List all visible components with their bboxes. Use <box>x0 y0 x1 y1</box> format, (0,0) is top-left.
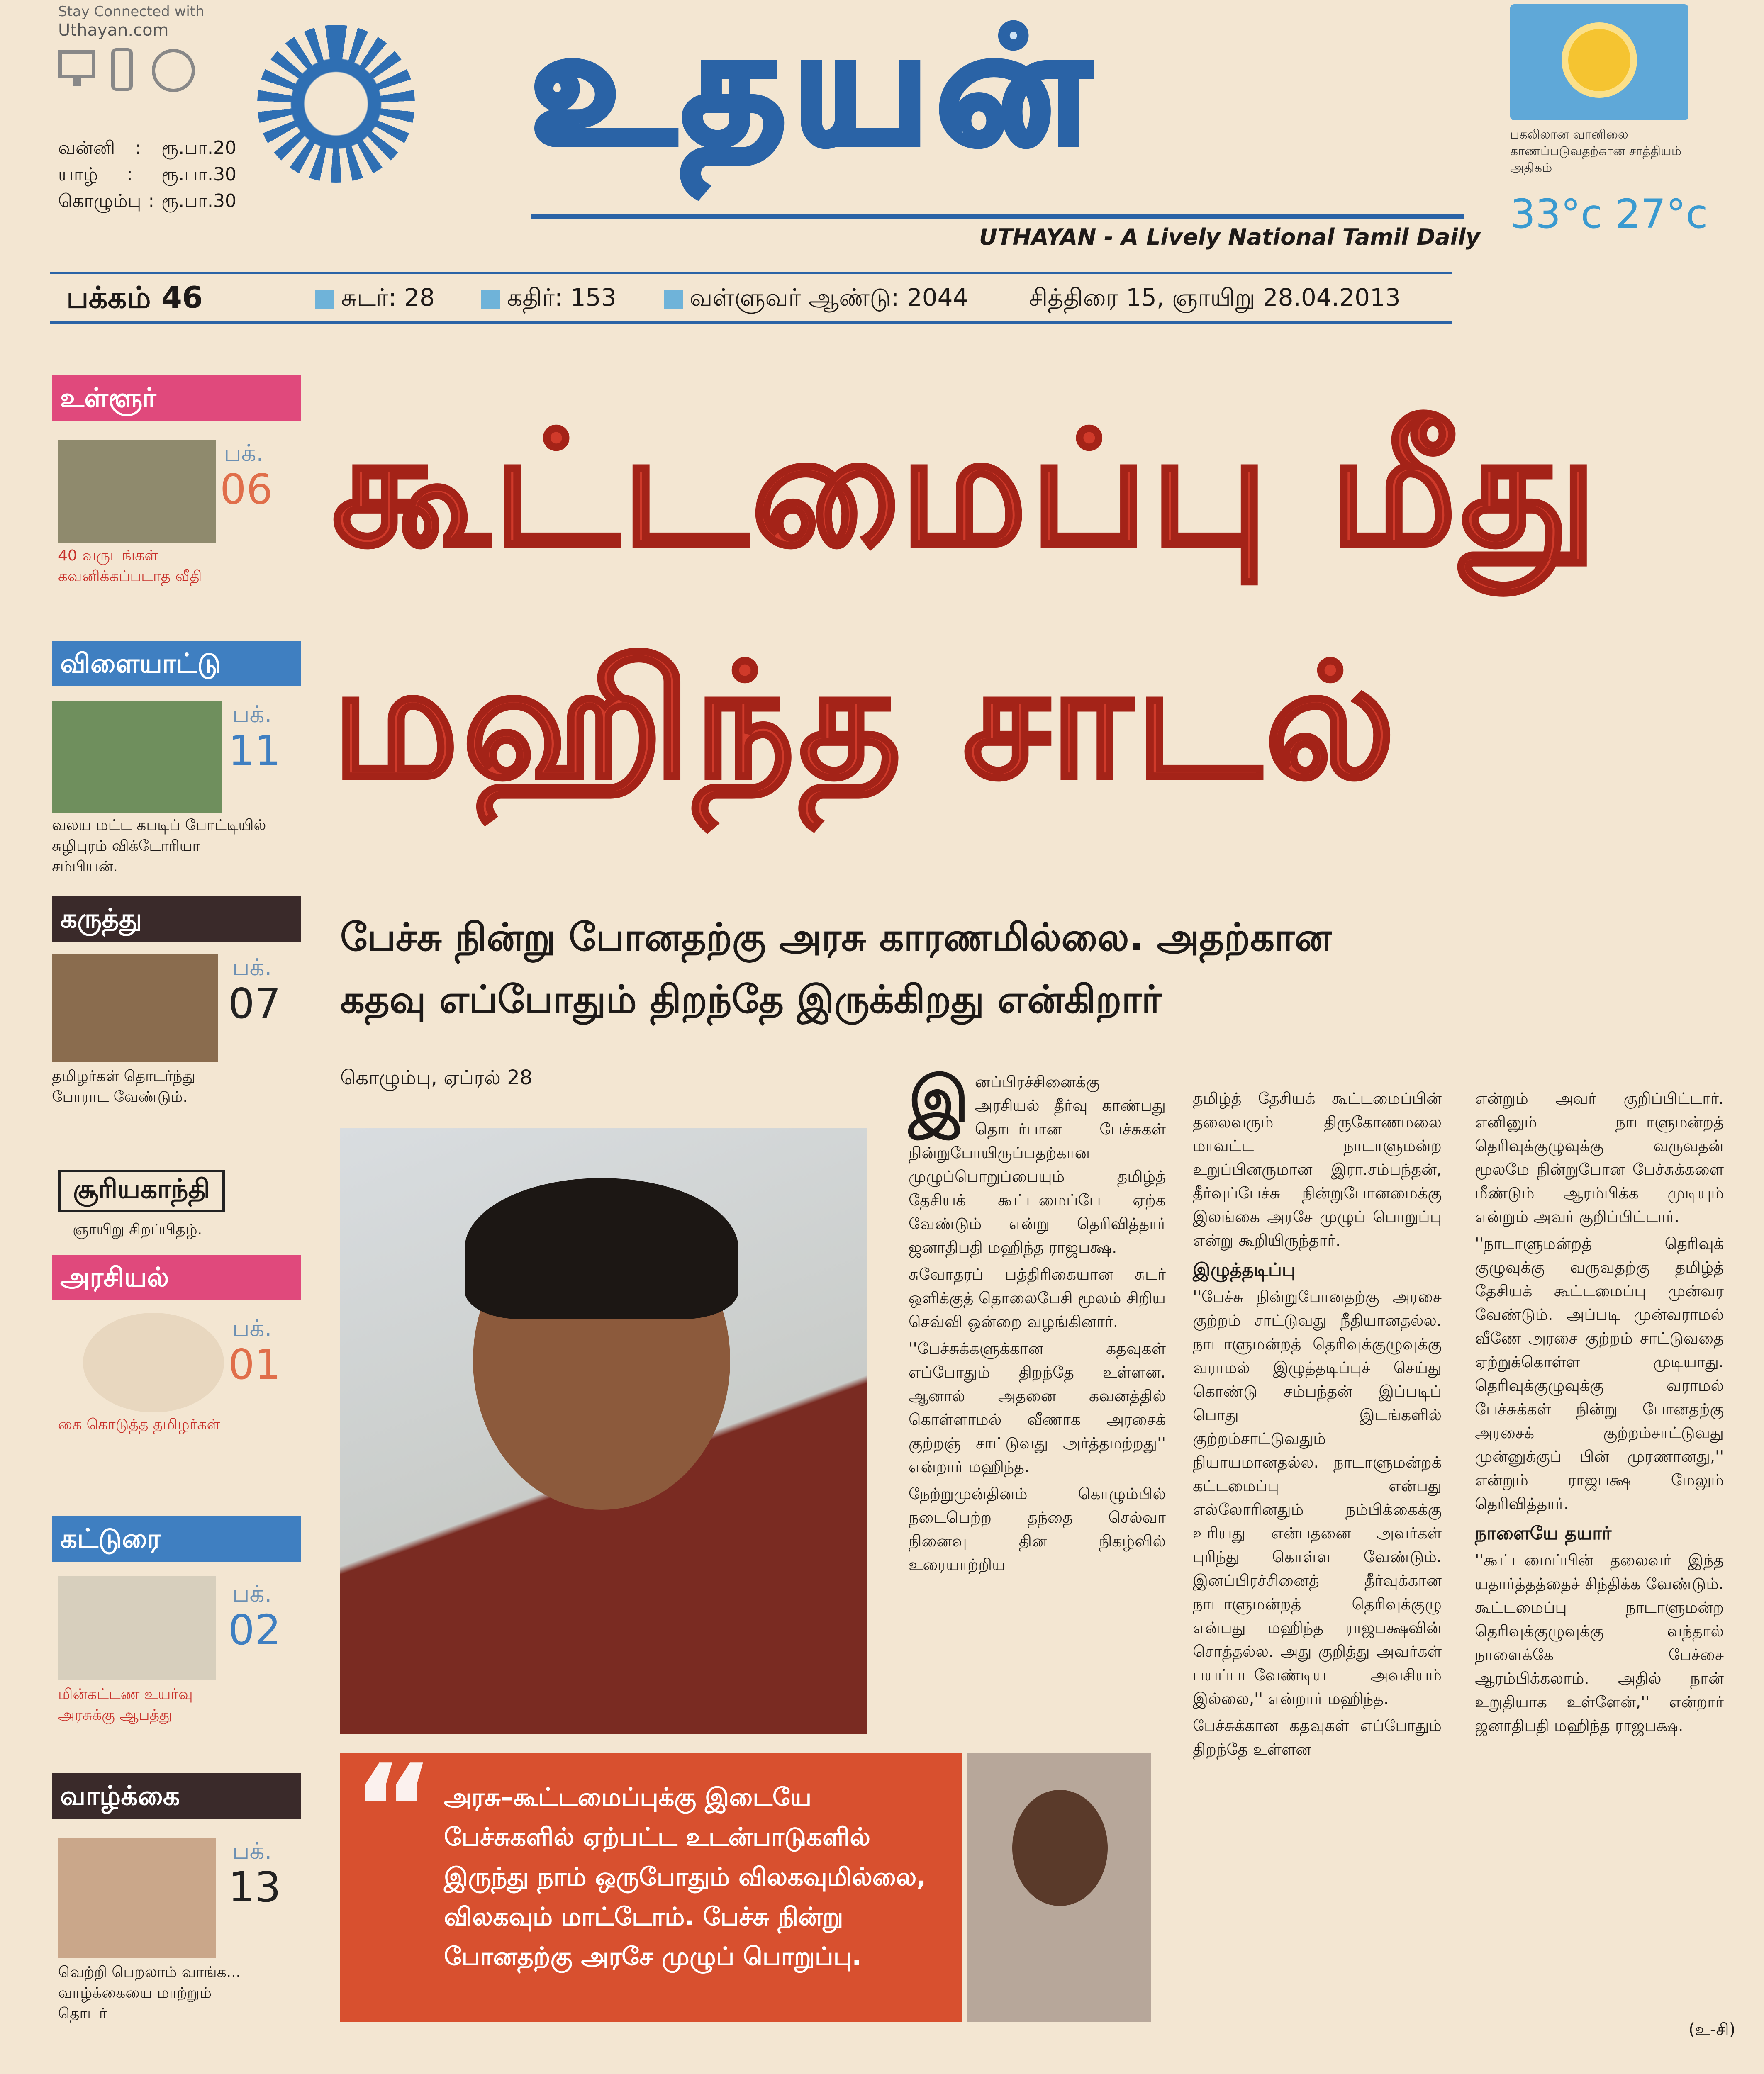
sudar-text: சுடர்: 28 <box>341 283 435 312</box>
drop-cap: இ <box>909 1064 969 1136</box>
masthead-rule <box>531 214 1464 219</box>
valluvar-text: வள்ளுவர் ஆண்டு: 2044 <box>690 283 968 312</box>
sidebar-tag-opinion[interactable]: கருத்து <box>52 896 301 942</box>
price-place: யாழ் <box>58 164 98 185</box>
life-caption: வெற்றி பெறலாம் வாங்க... வாழ்க்கையை மாற்றும் தொடர் <box>58 1964 241 2022</box>
sidebar-tag-local[interactable]: உள்ளூர் <box>52 375 301 421</box>
price-row: கொழும்பு : ரூ.பா.30 <box>58 188 236 214</box>
square-bullet-icon <box>315 290 334 309</box>
price-place: வன்னி <box>58 137 115 158</box>
sun-logo-icon <box>257 25 415 183</box>
monitor-icon <box>58 48 95 93</box>
temp-low: 27°c <box>1615 191 1708 237</box>
page-ref-label: பக். <box>232 701 272 728</box>
subhead-delay: இழுத்தடிப்பு <box>1193 1259 1296 1280</box>
sun-weather-icon <box>1568 29 1630 91</box>
paragraph: ''பேச்சுக்களுக்கான கதவுகள் எப்போதும் திறந்தே உள்ளன. ஆனால் அதனை கவனத்தில் கொள்ளாமல் வீணாக அரசைக் குற்றஞ் சாட்டுவது அர்த்தமற்றது'' என்றார் மஹிந்த. <box>909 1339 1166 1476</box>
signoff: (உ-சி) <box>1688 2020 1736 2039</box>
paragraph: தமிழ்த் தேசியக் கூட்டமைப்பின் தலைவரும் திருகோணமலை மாவட்ட நாடாளுமன்ற உறுப்பினருமான இரா.சம்பந்தன், தீர்வுப்பேச்சு நின்றுபோனமைக்கு இலங்கை அரசே முழுப் பொறுப்பு என்று கூறியிருந்தார். <box>1193 1089 1442 1249</box>
kathir-issue <box>481 279 616 316</box>
weather-note: பகலிலான வானிலை காணப்படுவதற்கான சாத்தியம் அதிகம் <box>1510 127 1681 175</box>
price-row: வன்னி : ரூ.பா.20 <box>58 135 236 161</box>
page-ref-label: பக். <box>232 1838 272 1865</box>
sports-caption: வலய மட்ட கபடிப் போட்டியில் சுழிபுரம் விக்டோரியா சம்பியன். <box>52 817 266 875</box>
price-row: யாழ் : ரூ.பா.30 <box>58 161 236 188</box>
local-caption: 40 வருடங்கள் கவனிக்கப்படாத வீதி <box>58 547 202 585</box>
tagline: UTHAYAN - A Lively National Tamil Daily <box>979 224 1480 250</box>
subhead-ready: நாளையே தயார் <box>1475 1523 1612 1544</box>
page-ref-label: பக். <box>232 954 272 981</box>
price-place: கொழும்பு <box>58 190 141 212</box>
page-ref-number[interactable]: 01 <box>228 1340 281 1389</box>
local-road-photo <box>58 440 216 543</box>
sidebar-tag-sports[interactable]: விளையாட்டு <box>52 641 301 686</box>
face-shape <box>1012 1790 1108 1906</box>
lead-headline-line2[interactable]: மஹிந்த சாடல் <box>332 630 1399 813</box>
paragraph: னப்பிரச்சினைக்கு அரசியல் தீர்வு காண்பது தொடர்பான பேச்சுகள் நின்றுபோயிருப்பதற்கான முழுப்பொறுப்பையும் தமிழ்த் தேசியக் கூட்டமைப்பே ஏற்க வேண்டும் என்று தெரிவித்தார் ஜனாதிபதி மஹிந்த ராஜபக்ஷ. <box>909 1073 1166 1256</box>
quote-mark-icon: “ <box>353 1738 435 1883</box>
opinion-speaker-photo <box>52 954 218 1062</box>
valluvar-year <box>664 279 968 316</box>
temperature <box>1510 191 1708 237</box>
lead-column-3 <box>1475 1087 1724 1741</box>
pull-quote-text: அரசு–கூட்டமைப்புக்கு இடையே பேச்சுகளில் ஏற்பட்ட உடன்பாடுகளில் இருந்து நாம் ஒருபோதும் விலகவுமில்லை, விலகவும் மாட்டோம். பேச்சு நின்று போனதற்கு அரசே முழுப் பொறுப்பு. <box>444 1783 926 1971</box>
paragraph: சுவோதரப் பத்திரிகையான சுடர் ஒளிக்குத் தொலைபேசி மூலம் சிறிய செவ்வி ஒன்றை வழங்கினார். <box>909 1265 1166 1331</box>
paragraph: நேற்றுமுன்தினம் கொழும்பில் நடைபெற்ற தந்தை செல்வா நினைவு தின நிகழ்வில் உரையாற்றிய <box>909 1485 1166 1574</box>
page-ref-number[interactable]: 11 <box>228 726 281 775</box>
page-ref-label: பக். <box>232 1315 272 1342</box>
page-ref-number[interactable]: 02 <box>228 1606 281 1654</box>
sooriyakanthi-caption: ஞாயிறு சிறப்பிதழ். <box>73 1221 202 1238</box>
politics-cartoon <box>83 1313 224 1412</box>
sports-team-photo <box>52 701 222 813</box>
issue-date: சித்திரை 15, ஞாயிறு 28.04.2013 <box>1029 283 1401 312</box>
article-caption: மின்கட்டண உயர்வு அரசுக்கு ஆபத்து <box>58 1686 193 1723</box>
paragraph: என்றும் அவர் குறிப்பிட்டார். எனினும் நாடாளுமன்றத் தெரிவுக்குழுவுக்கு வருவதன் மூலமே நின்றுபோன பேச்சுக்களை மீண்டும் ஆரம்பிக்க முடியும் என்றும் அவர் குறிப்பிட்டார். <box>1475 1089 1724 1226</box>
kathir-text: கதிர்: 153 <box>507 283 616 312</box>
family-photo <box>58 1838 216 1958</box>
sidebar-tag-life[interactable]: வாழ்க்கை <box>52 1773 301 1819</box>
president-photo <box>340 1128 867 1734</box>
phone-icon <box>110 48 134 93</box>
opinion-caption: தமிழர்கள் தொடர்ந்து போராட வேண்டும். <box>52 1068 195 1105</box>
page-number: பக்கம் 46 <box>66 280 203 315</box>
page-ref-number[interactable]: 06 <box>220 465 273 514</box>
sidebar-tag-article[interactable]: கட்டுரை <box>52 1516 301 1562</box>
sidebar-tag-politics[interactable]: அரசியல் <box>52 1255 301 1300</box>
weather-panel <box>1510 4 1688 120</box>
lead-deck-line2: கதவு எப்போதும் திறந்தே இருக்கிறது என்கிறார் <box>340 977 1162 1022</box>
article-illustration <box>58 1576 216 1680</box>
square-bullet-icon <box>481 290 500 309</box>
paragraph: ''நாடாளுமன்றத் தெரிவுக் குழுவுக்கு வருவதற்கு தமிழ்த் தேசியக் கூட்டமைப்பு முன்வர வேண்டும். அப்படி முன்வராமல் வீணே அரசை குற்றம் சாட்டுவதை ஏற்றுக்கொள்ள முடியாது. தெரிவுக்குழுவுக்கு வராமல் பேச்சுக்கள் நின்று போனதற்கு அரசைக் குற்றம்சாட்டுவது முன்னுக்குப் பின் முரணானது,'' என்றும் ராஜபக்ஷ மேலும் தெரிவித்தார். <box>1475 1234 1724 1513</box>
tablet-icon <box>149 48 198 93</box>
lead-dateline: கொழும்பு, ஏப்ரல் 28 <box>340 1066 533 1089</box>
lead-column-2 <box>1193 1087 1442 1765</box>
page-ref-number[interactable]: 07 <box>228 979 281 1028</box>
sidebar-tag-sooriyakanthi[interactable]: சூரியகாந்தி <box>58 1170 225 1212</box>
paragraph: ''கூட்டமைப்பின் தலைவர் இந்த யதார்த்தத்தைச் சிந்திக்க வேண்டும். கூட்டமைப்பு நாடாளுமன்ற தெரிவுக்குழுவுக்கு வந்தால் நாளைக்கே பேச்சை ஆரம்பிக்கலாம். அதில் நான் உறுதியாக உள்ளேன்,'' என்றார் ஜனாதிபதி மஹிந்த ராஜபக்ஷ. <box>1475 1551 1724 1735</box>
sampanthan-photo <box>967 1753 1151 2022</box>
price-value: ரூ.பா.30 <box>161 164 236 185</box>
temp-high: 33°c <box>1510 191 1603 237</box>
square-bullet-icon <box>664 290 683 309</box>
lead-deck-line1: பேச்சு நின்று போனதற்கு அரசு காரணமில்லை. அதற்கான <box>340 915 1332 959</box>
lead-headline-line1[interactable]: கூட்டமைப்பு மீது <box>332 397 1601 581</box>
hair-shape <box>465 1178 738 1319</box>
paragraph: பேச்சுக்கான கதவுகள் எப்போதும் திறந்தே உள்ளன <box>1193 1716 1442 1758</box>
device-icons <box>58 48 198 93</box>
datebar-bottom-rule <box>50 321 1452 324</box>
paragraph: ''பேச்சு நின்றுபோனதற்கு அரசை குற்றம் சாட்டுவது நீதியானதல்ல. நாடாளுமன்றத் தெரிவுக்குழுவுக்கு வராமல் இழுத்தடிப்புச் செய்து கொண்டு சம்பந்தன் இப்படிப் பொது இடங்களில் குற்றம்சாட்டுவதும் நியாயமானதல்ல. நாடாளுமன்றக் கட்டமைப்பு என்பது எல்லோரினதும் நம்பிக்கைக்கு உரியது என்பதனை அவர்கள் புரிந்து கொள்ள வேண்டும். இனப்பிரச்சினைத் தீர்வுக்கான நாடாளுமன்றத் தெரிவுக்குழு என்பது மஹிந்த ராஜபக்ஷவின் சொத்தல்ல. அது குறித்து அவர்கள் பயப்படவேண்டிய அவசியம் இல்லை,'' என்றார் மஹிந்த. <box>1193 1288 1442 1708</box>
logo-title: உதயன் <box>531 0 1098 179</box>
page-ref-label: பக். <box>232 1580 272 1607</box>
lead-column-1 <box>909 1064 1166 1580</box>
price-value: ரூ.பா.30 <box>161 190 236 212</box>
datebar-top-rule <box>50 272 1452 274</box>
pull-quote-box <box>340 1738 962 2022</box>
price-list <box>58 135 236 214</box>
politics-caption: கை கொடுத்த தமிழர்கள் <box>58 1416 221 1433</box>
sudar-issue <box>315 279 435 316</box>
page-ref-number[interactable]: 13 <box>228 1863 281 1911</box>
price-value: ரூ.பா.20 <box>161 137 236 158</box>
page-ref-label: பக். <box>224 440 264 467</box>
stay-connected: Stay Connected with <box>58 3 205 20</box>
website-link[interactable]: Uthayan.com <box>58 21 169 40</box>
